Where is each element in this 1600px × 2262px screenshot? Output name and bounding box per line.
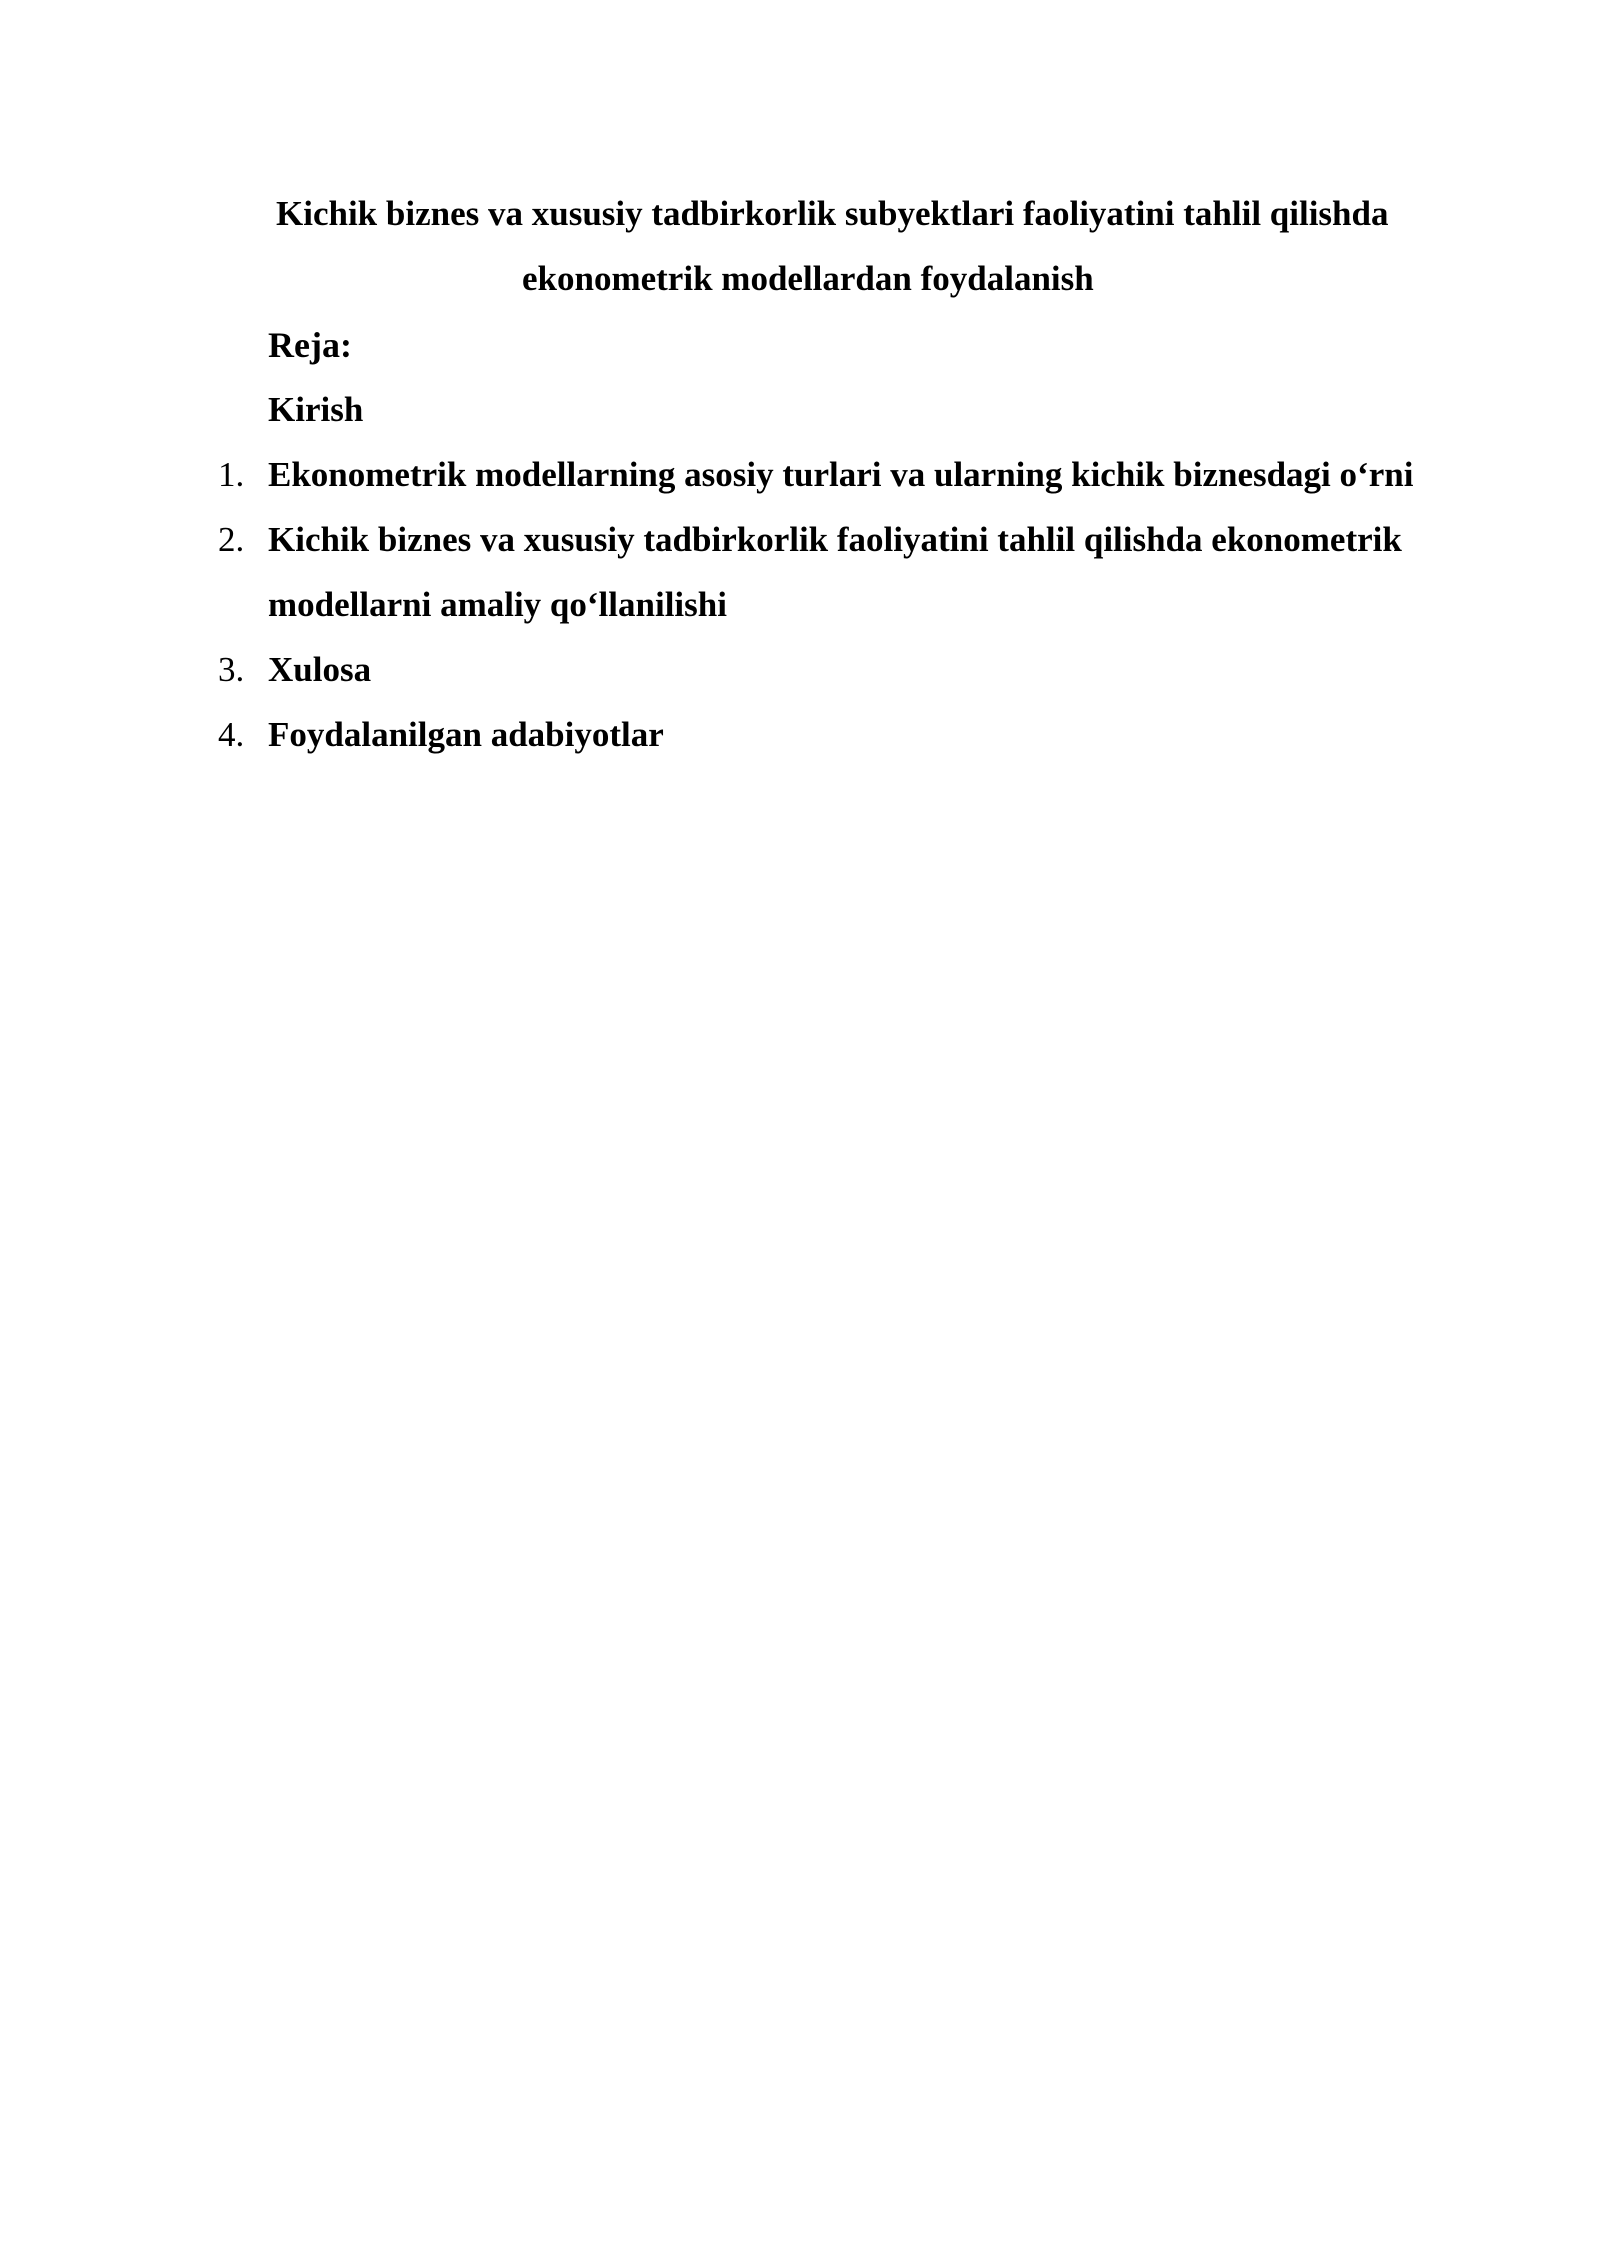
list-item-text: Xulosa xyxy=(268,650,372,689)
list-item-text: Kichik biznes va xususiy tadbirkorlik faoliyatini tahlil qilishda ekonometrik xyxy=(268,520,1402,559)
document-title-line-2: ekonometrik modellardan foydalanish xyxy=(522,259,1094,298)
list-item-text: Foydalanilgan adabiyotlar xyxy=(268,715,664,754)
list-item-text-continuation: modellarni amaliy qo‘llanilishi xyxy=(268,585,727,624)
list-item-number: 1. xyxy=(218,455,245,494)
list-item-number: 3. xyxy=(218,650,245,689)
list-item-number: 2. xyxy=(218,520,245,559)
plan-heading: Reja: xyxy=(268,325,352,365)
plan-intro: Kirish xyxy=(268,390,364,429)
document-title-line-1: Kichik biznes va xususiy tadbirkorlik subyektlari faoliyatini tahlil qilishda xyxy=(276,194,1389,233)
list-item-number: 4. xyxy=(218,715,245,754)
list-item-text: Ekonometrik modellarning asosiy turlari va ularning kichik biznesdagi o‘rni xyxy=(268,455,1414,494)
